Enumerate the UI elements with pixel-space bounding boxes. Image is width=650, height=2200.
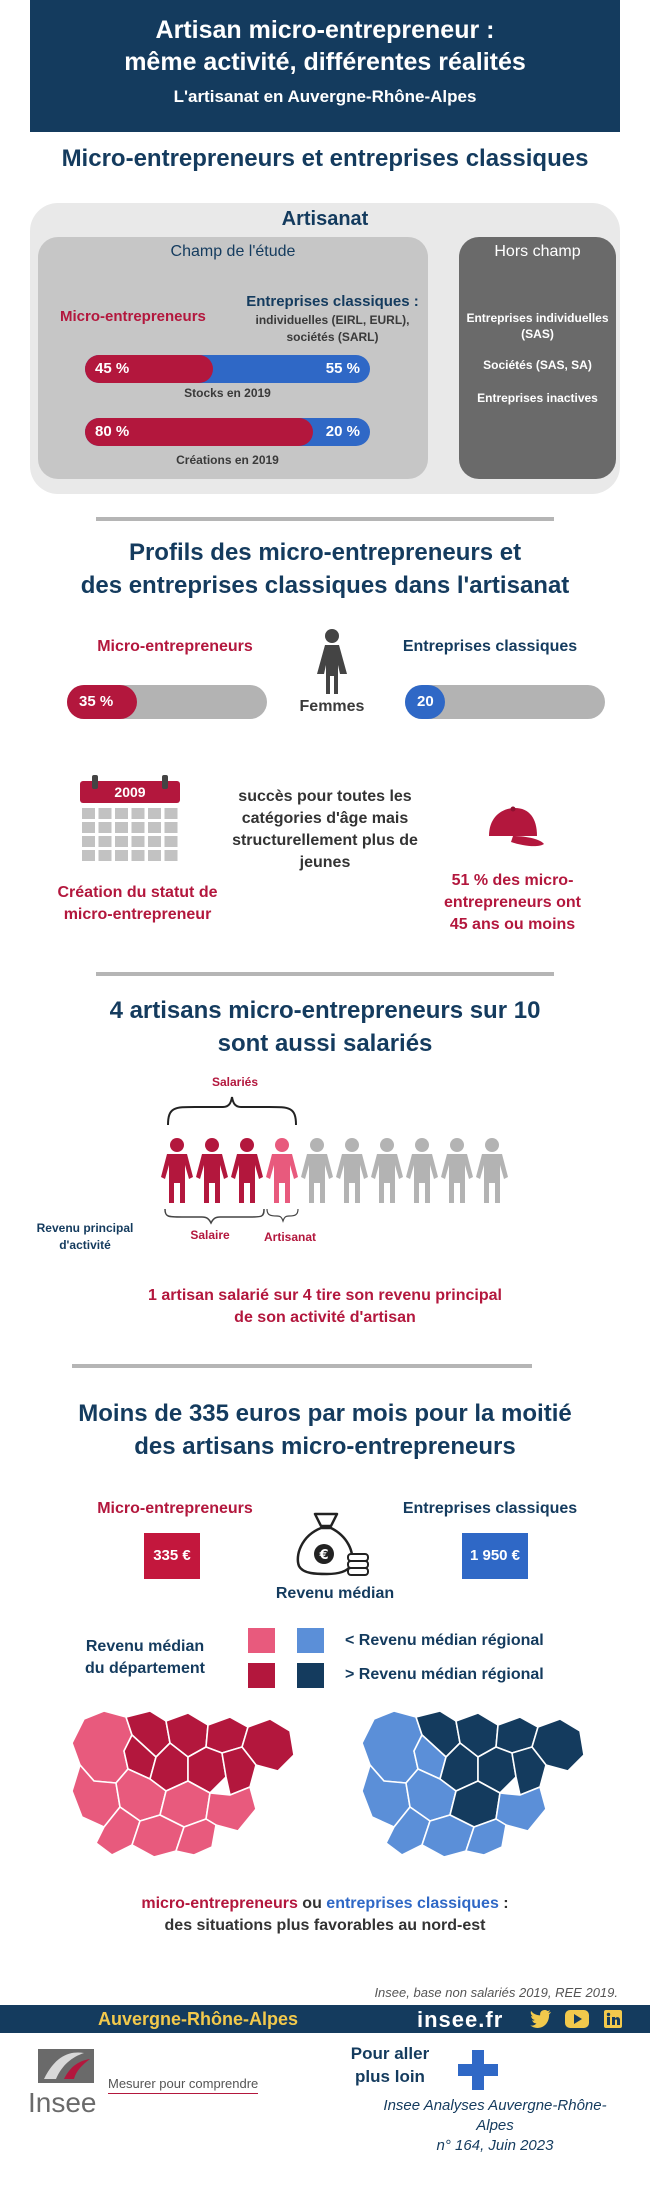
- age-text-1: succès pour toutes les: [238, 788, 412, 805]
- svg-text:€: €: [319, 1548, 329, 1563]
- map-micro-entrepreneurs: [70, 1705, 300, 1860]
- title-line-1: Artisan micro-entrepreneur :: [155, 16, 495, 44]
- champ-title: Champ de l'étude: [170, 243, 296, 260]
- main-title: [30, 14, 620, 78]
- section4-title-line1: Moins de 335 euros par mois pour la moitié: [78, 1400, 572, 1427]
- divider-2: [96, 972, 554, 976]
- creations-classic-value: 20 %: [325, 423, 360, 440]
- stocks-classic-value: 55 %: [325, 360, 360, 377]
- subtitle: L'artisanat en Auvergne-Rhône-Alpes: [173, 87, 477, 106]
- divider-1: [96, 517, 554, 521]
- caption-or: ou: [297, 1895, 327, 1912]
- femmes-micro-bar: [67, 685, 267, 719]
- cap-icon: [483, 806, 545, 850]
- publication-line-1[interactable]: Insee Analyses Auvergne-Rhône-Alpes: [383, 2097, 607, 2134]
- legend-micro-below: [248, 1628, 275, 1653]
- lower-brackets: [162, 1207, 302, 1225]
- revenu-principal-label-1: Revenu principal: [36, 1221, 134, 1235]
- legend-above-label: > Revenu médian régional: [345, 1666, 544, 1683]
- insee-logo-text: Insee: [28, 2087, 97, 2118]
- artisanat-label: Artisanat: [263, 1230, 316, 1244]
- salaries-label: Salariés: [211, 1075, 259, 1089]
- person-icon: [405, 1137, 439, 1205]
- micro-label: Micro-entrepreneurs: [60, 308, 206, 325]
- dept-label-1: Revenu médian: [85, 1638, 205, 1655]
- hors-item-2: Sociétés (SAS, SA): [483, 358, 592, 372]
- caption-line-2: des situations plus favorables au nord-est: [164, 1917, 486, 1934]
- dept-label-2: du département: [84, 1660, 205, 1677]
- section4-title-line2: des artisans micro-entrepreneurs: [134, 1433, 516, 1460]
- classic-sub2: sociétés (SARL): [286, 330, 379, 344]
- more-link-1[interactable]: Pour aller: [350, 2044, 430, 2063]
- profile-classic-label: Entreprises classiques: [402, 638, 578, 655]
- person-icon: [160, 1137, 194, 1205]
- age-text-4: jeunes: [299, 854, 351, 871]
- insee-slogan: Mesurer pour comprendre: [108, 2076, 258, 2094]
- micro-median-value: 335 €: [144, 1533, 200, 1579]
- plus-icon[interactable]: [458, 2050, 498, 2090]
- section3-title-line2: sont aussi salariés: [217, 1030, 433, 1057]
- person-icon: [370, 1137, 404, 1205]
- classic-median-value: 1 950 €: [462, 1533, 528, 1579]
- insee-logo-mark: [34, 2045, 100, 2085]
- femmes-micro-fill: 35 %: [67, 685, 137, 719]
- person-icon: [440, 1137, 474, 1205]
- femmes-classic-fill: 20 %: [405, 685, 445, 719]
- legend-classic-above: [297, 1663, 324, 1688]
- section3-title-line1: 4 artisans micro-entrepreneurs sur 10: [109, 997, 541, 1024]
- woman-icon: [314, 628, 350, 696]
- hors-item-3: Entreprises inactives: [477, 391, 598, 405]
- caption-colon: :: [498, 1895, 509, 1912]
- stocks-bar: [85, 355, 370, 383]
- salaries-brace: [165, 1095, 300, 1129]
- more-link-2[interactable]: plus loin: [355, 2067, 425, 2086]
- hors-item-1b: (SAS): [521, 327, 554, 341]
- money-bag-icon: [293, 1510, 373, 1578]
- section2-title-line2: des entreprises classiques dans l'artisanat: [80, 572, 570, 599]
- youtube-icon[interactable]: [565, 2010, 589, 2028]
- section3-caption-2: de son activité d'artisan: [234, 1309, 416, 1326]
- revenu-classic-label: Entreprises classiques: [402, 1500, 578, 1517]
- salaire-label: Salaire: [190, 1228, 230, 1242]
- person-icon: [230, 1137, 264, 1205]
- map-entreprises-classiques: [360, 1705, 590, 1860]
- publication-line-2[interactable]: n° 164, Juin 2023: [436, 2137, 554, 2154]
- title-line-2: même activité, différentes réalités: [124, 48, 526, 76]
- classic-sub1: individuelles (EIRL, EURL),: [255, 313, 410, 327]
- section3-caption-1: 1 artisan salarié sur 4 tire son revenu principal: [148, 1287, 502, 1304]
- person-icon: [195, 1137, 229, 1205]
- cap-caption-2: entrepreneurs ont: [444, 894, 581, 911]
- hors-title: Hors champ: [494, 243, 581, 260]
- calendar-caption-2: micro-entrepreneur: [63, 906, 212, 923]
- section2-title-line1: Profils des micro-entrepreneurs et: [128, 539, 522, 566]
- age-text-3: structurellement plus de: [232, 832, 418, 849]
- legend-micro-above: [248, 1663, 275, 1688]
- femmes-classic-bar: [405, 685, 605, 744]
- age-text-2: catégories d'âge mais: [241, 810, 409, 827]
- person-icon: [475, 1137, 509, 1205]
- hors-champ-box: [459, 237, 616, 479]
- classic-label: Entreprises classiques :: [246, 293, 419, 310]
- profile-micro-label: Micro-entrepreneurs: [97, 638, 253, 655]
- section1-title: Micro-entrepreneurs et entreprises classiques: [61, 145, 589, 172]
- footer-site-link[interactable]: insee.fr: [417, 2007, 504, 2032]
- calendar-year: 2009: [114, 784, 146, 800]
- stocks-label: Stocks en 2019: [184, 386, 271, 400]
- linkedin-icon[interactable]: [604, 2010, 622, 2028]
- divider-3: [72, 1364, 532, 1368]
- caption-micro: micro-entrepreneurs: [141, 1895, 298, 1912]
- person-icon: [335, 1137, 369, 1205]
- twitter-icon[interactable]: [530, 2010, 552, 2028]
- source-note: Insee, base non salariés 2019, REE 2019.: [374, 1985, 618, 2000]
- people-row: [160, 1137, 510, 1207]
- legend-below-label: < Revenu médian régional: [345, 1632, 544, 1649]
- hors-item-1a: Entreprises individuelles: [466, 311, 609, 325]
- caption-classic: entreprises classiques: [326, 1895, 499, 1912]
- stocks-micro-segment: 45 %: [85, 355, 213, 383]
- footer-region[interactable]: Auvergne-Rhône-Alpes: [98, 2009, 299, 2029]
- femmes-label: Femmes: [299, 698, 365, 715]
- header-banner: [30, 0, 620, 132]
- revenu-principal-label-2: d'activité: [59, 1238, 111, 1252]
- artisanat-title: Artisanat: [281, 208, 369, 230]
- revenu-micro-label: Micro-entrepreneurs: [97, 1500, 253, 1517]
- median-label: Revenu médian: [275, 1585, 395, 1602]
- person-icon: [300, 1137, 334, 1205]
- creations-label: Créations en 2019: [176, 453, 279, 467]
- cap-caption-1: 51 % des micro-: [451, 872, 574, 889]
- legend-classic-below: [297, 1628, 324, 1653]
- calendar-caption-1: Création du statut de: [57, 884, 218, 901]
- cap-caption-3: 45 ans ou moins: [449, 916, 576, 933]
- creations-bar: [85, 418, 370, 446]
- creations-micro-segment: 80 %: [85, 418, 313, 446]
- person-icon: [265, 1137, 299, 1205]
